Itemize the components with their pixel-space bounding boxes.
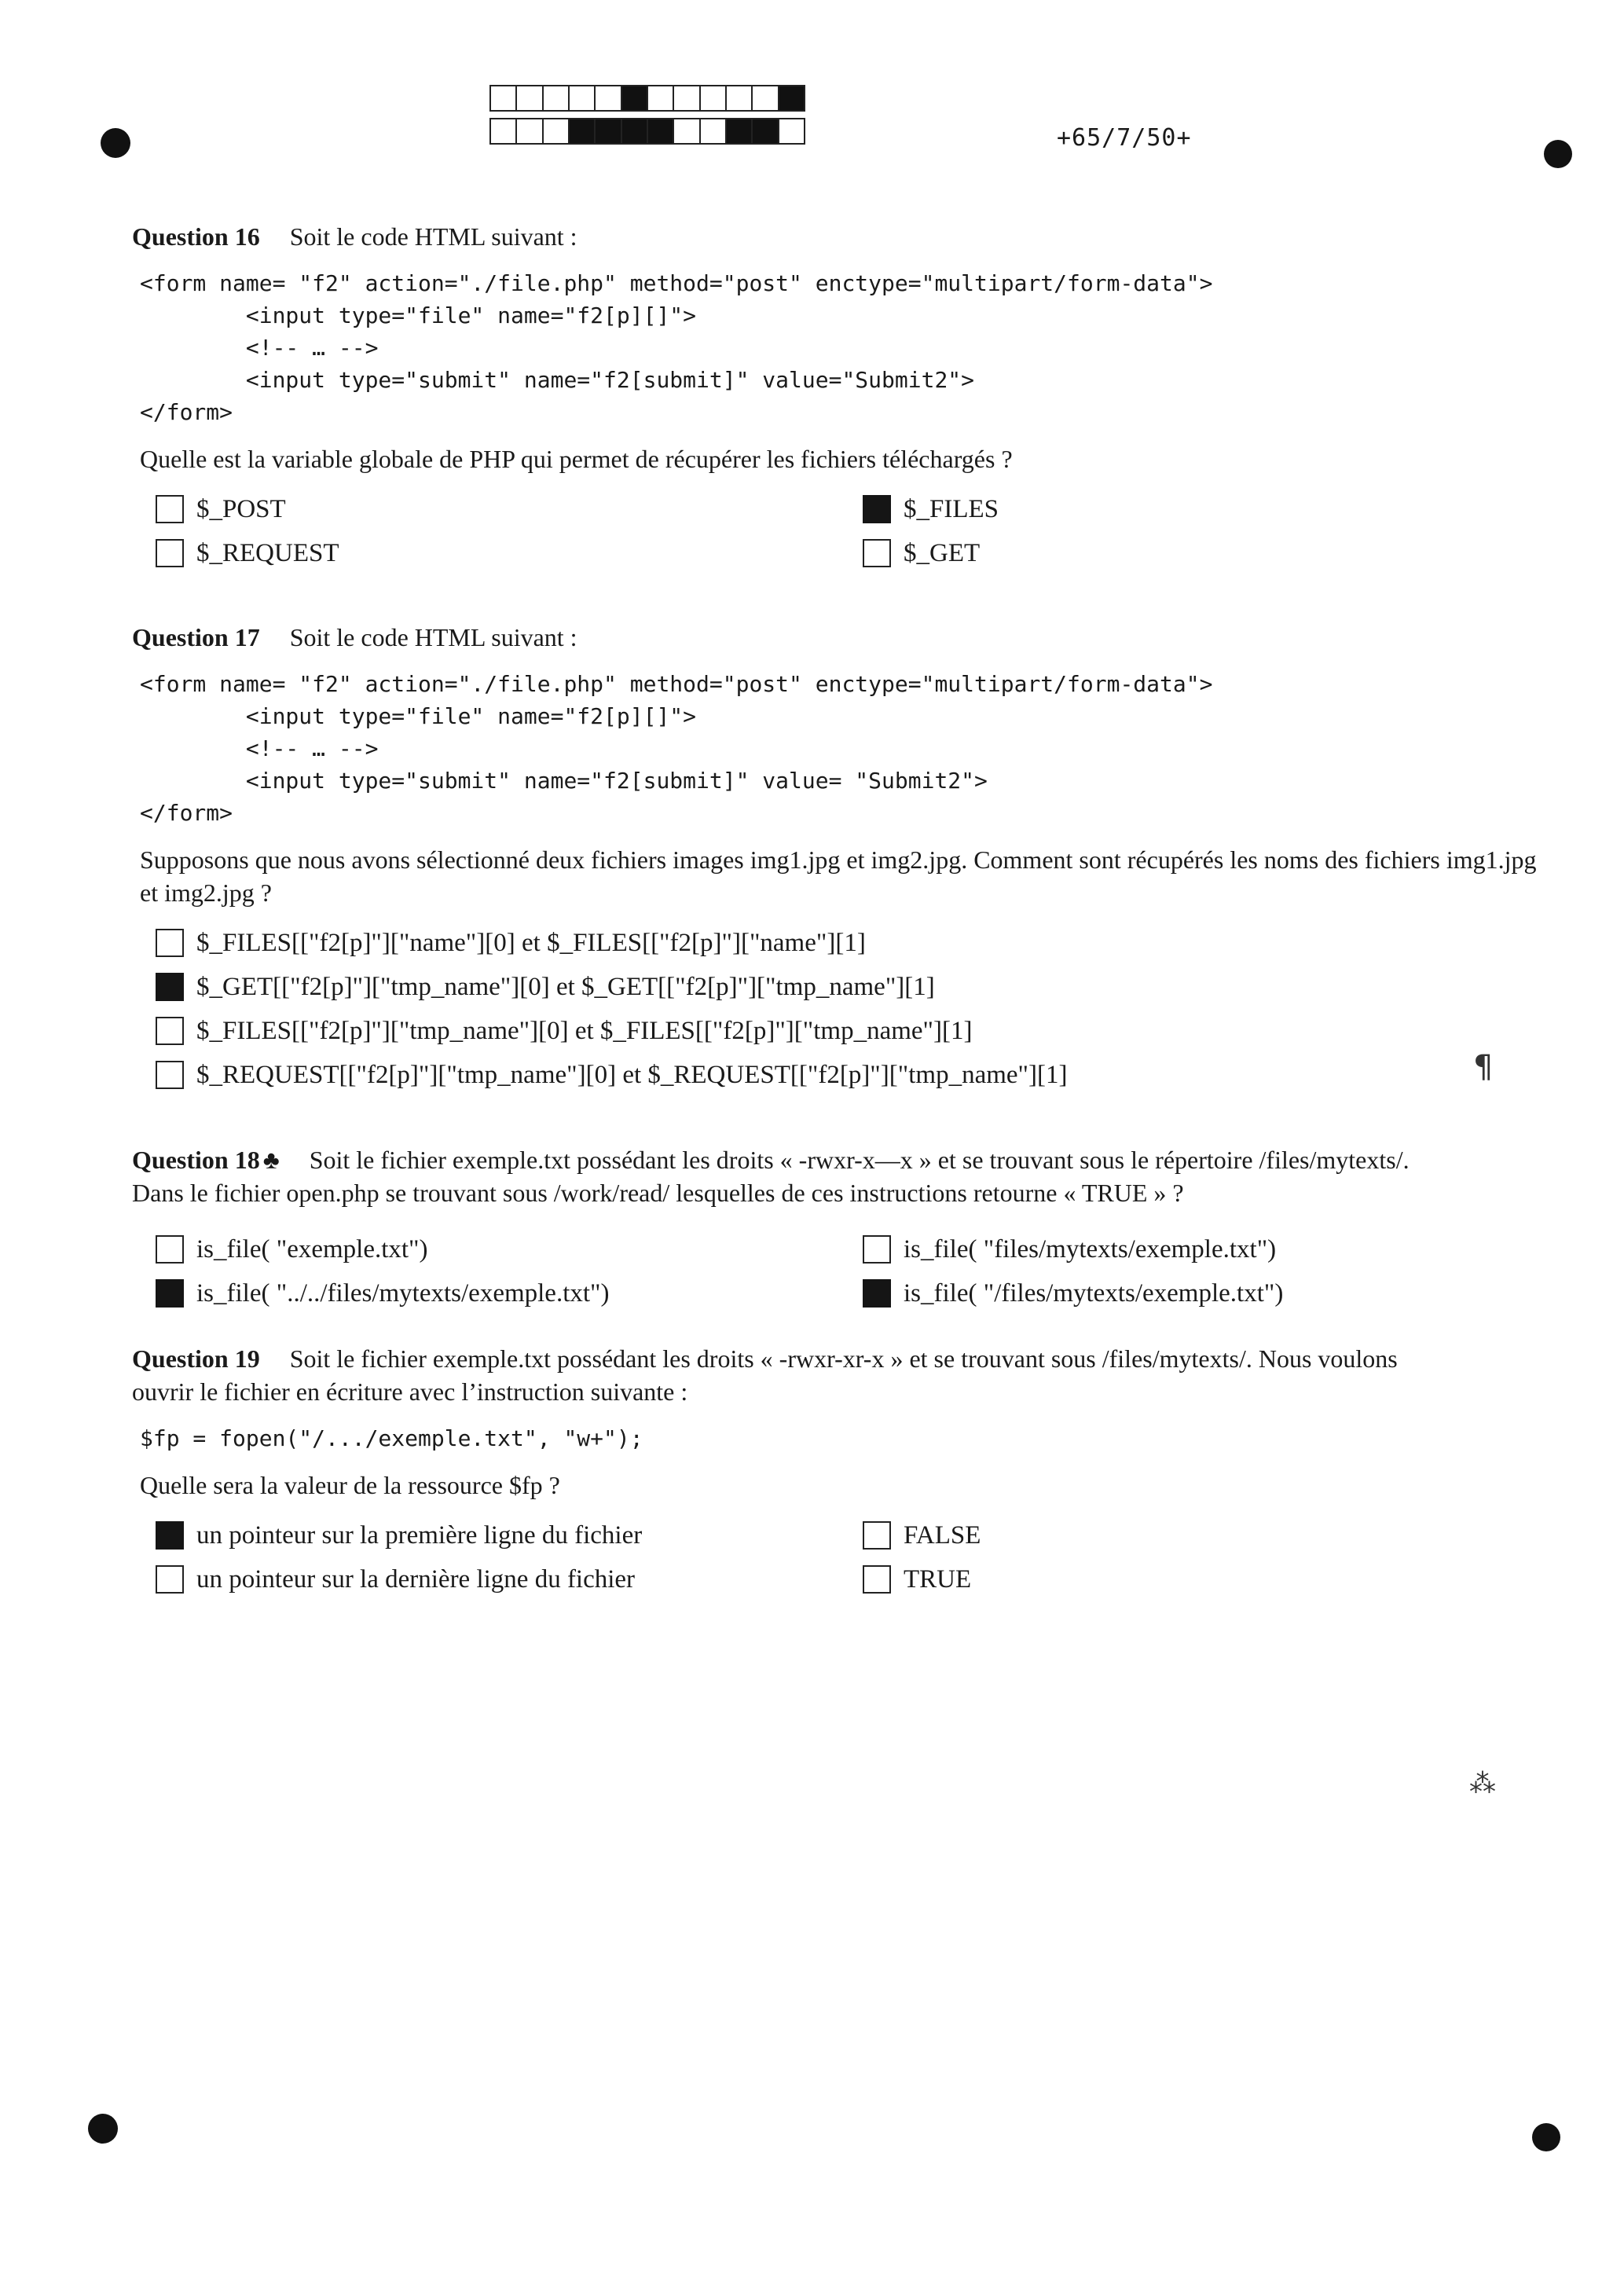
answer-label: $_REQUEST — [196, 539, 339, 567]
question-prompt: Quelle sera la valeur de la ressource $fp ? — [140, 1471, 560, 1499]
answer-label: TRUE — [904, 1565, 972, 1594]
answer-option[interactable] — [156, 537, 863, 570]
answer-option[interactable] — [156, 926, 1570, 959]
answer-checkbox[interactable] — [156, 1279, 184, 1308]
barcode-cell — [621, 118, 648, 145]
answer-label: un pointeur sur la première ligne du fichier — [196, 1521, 643, 1550]
question-18 — [132, 1143, 1546, 1310]
club-icon: ♣ — [262, 1146, 280, 1174]
answer-label: is_file( "/files/mytexts/exemple.txt") — [904, 1279, 1284, 1308]
barcode-cell — [778, 85, 805, 112]
barcode-cell — [515, 118, 543, 145]
question-17 — [132, 621, 1546, 1091]
answer-label: $_GET[["f2[p]"]["tmp_name"][0] et $_GET[["f2[p]"]["tmp_name"][1] — [196, 973, 935, 1001]
answer-checkbox[interactable] — [863, 495, 891, 523]
answer-checkbox[interactable] — [156, 1061, 184, 1089]
answer-option[interactable] — [156, 1058, 1570, 1091]
answer-label: $_REQUEST[["f2[p]"]["tmp_name"][0] et $_REQUEST[["f2[p]"]["tmp_name"][1] — [196, 1061, 1068, 1089]
code-block: $fp = fopen("/.../exemple.txt", "w+"); — [140, 1425, 643, 1451]
barcode-cell — [621, 85, 648, 112]
answer-option[interactable] — [863, 493, 1570, 526]
answer-option[interactable] — [863, 1277, 1570, 1310]
answer-checkbox[interactable] — [156, 1017, 184, 1045]
answer-list — [156, 1519, 1546, 1596]
question-intro: Soit le fichier exemple.txt possédant les droits « -rwxr-x—x » et se trouvant sous le répertoire /files/mytexts/. — [309, 1146, 1410, 1174]
barcode-cell — [647, 85, 674, 112]
answer-list — [156, 493, 1546, 570]
barcode-cell — [673, 85, 700, 112]
answer-option[interactable] — [156, 1519, 863, 1552]
answer-option[interactable] — [156, 970, 1570, 1003]
question-intro: Soit le fichier exemple.txt possédant les droits « -rwxr-xr-x » et se trouvant sous /files/mytexts/. Nous voulons — [289, 1344, 1398, 1373]
answer-option[interactable] — [156, 1563, 863, 1596]
answer-label: $_FILES[["f2[p]"]["name"][0] et $_FILES[["f2[p]"]["name"][1] — [196, 929, 866, 957]
answer-checkbox[interactable] — [156, 929, 184, 957]
question-prompt: Quelle est la variable globale de PHP qui permet de récupérer les fichiers téléchargés ? — [140, 445, 1013, 473]
barcode-cell — [489, 118, 517, 145]
page-barcode — [491, 85, 805, 148]
corner-registration-mark — [1544, 140, 1572, 168]
barcode-row — [491, 85, 805, 112]
answer-option[interactable] — [156, 1233, 863, 1266]
question-prompt: Supposons que nous avons sélectionné deux fichiers images img1.jpg et img2.jpg. Comment sont récupérés les noms des fichiers img1.jpg et img2.jpg ? — [140, 845, 1537, 907]
barcode-cell — [515, 85, 543, 112]
question-number: Question 19 — [132, 1344, 260, 1373]
barcode-cell — [594, 118, 621, 145]
answer-option[interactable] — [156, 1014, 1570, 1047]
barcode-cell — [699, 118, 727, 145]
answer-label: FALSE — [904, 1521, 981, 1550]
barcode-cell — [725, 118, 753, 145]
question-intro-continued: ouvrir le fichier en écriture avec l’instruction suivante : — [132, 1377, 688, 1406]
scan-artifact-mark: ⁂ — [1469, 1768, 1496, 1799]
answer-option[interactable] — [863, 1519, 1570, 1552]
question-16 — [132, 220, 1546, 570]
barcode-cell — [489, 85, 517, 112]
question-intro: Soit le code HTML suivant : — [289, 222, 577, 251]
code-block: <form name= "f2" action="./file.php" method="post" enctype="multipart/form-data"> <input type="file" name="f2[p][]"> <!-- … --> <input type="submit" name="f2[submit]" value="Submit2"> </form> — [140, 270, 1213, 425]
answer-checkbox[interactable] — [156, 973, 184, 1001]
answer-option[interactable] — [156, 1277, 863, 1310]
question-intro: Soit le code HTML suivant : — [289, 623, 577, 651]
question-intro-continued: Dans le fichier open.php se trouvant sous /work/read/ lesquelles de ces instructions retourne « TRUE » ? — [132, 1179, 1184, 1207]
question-number: Question 18 ♣ — [132, 1146, 280, 1174]
answer-option[interactable] — [863, 1233, 1570, 1266]
answer-checkbox[interactable] — [156, 1565, 184, 1594]
answer-checkbox[interactable] — [156, 1235, 184, 1264]
question-number: Question 17 — [132, 623, 260, 651]
answer-checkbox[interactable] — [156, 1521, 184, 1550]
corner-registration-mark — [101, 128, 130, 158]
answer-label: is_file( "../../files/mytexts/exemple.txt") — [196, 1279, 610, 1308]
question-number: Question 16 — [132, 222, 260, 251]
code-block: <form name= "f2" action="./file.php" method="post" enctype="multipart/form-data"> <input type="file" name="f2[p][]"> <!-- … --> <input type="submit" name="f2[submit]" value= "Submit2"> </form> — [140, 671, 1213, 826]
answer-label: is_file( "exemple.txt") — [196, 1235, 428, 1264]
answer-list — [156, 1233, 1546, 1310]
barcode-cell — [647, 118, 674, 145]
answer-checkbox[interactable] — [156, 539, 184, 567]
barcode-cell — [542, 118, 570, 145]
answer-label: $_GET — [904, 539, 981, 567]
barcode-cell — [673, 118, 700, 145]
barcode-cell — [699, 85, 727, 112]
answer-checkbox[interactable] — [863, 1235, 891, 1264]
answer-option[interactable] — [156, 493, 863, 526]
answer-list — [156, 926, 1546, 1091]
answer-checkbox[interactable] — [863, 539, 891, 567]
answer-label: is_file( "files/mytexts/exemple.txt") — [904, 1235, 1277, 1264]
barcode-cell — [751, 85, 779, 112]
barcode-cell — [568, 85, 596, 112]
barcode-cell — [542, 85, 570, 112]
question-19 — [132, 1342, 1546, 1596]
answer-checkbox[interactable] — [863, 1279, 891, 1308]
corner-registration-mark — [88, 2114, 118, 2144]
answer-label: $_POST — [196, 495, 286, 523]
answer-checkbox[interactable] — [156, 495, 184, 523]
answer-option[interactable] — [863, 537, 1570, 570]
barcode-cell — [568, 118, 596, 145]
barcode-cell — [594, 85, 621, 112]
answer-label: un pointeur sur la dernière ligne du fichier — [196, 1565, 636, 1594]
barcode-row — [491, 118, 805, 145]
barcode-cell — [725, 85, 753, 112]
answer-label: $_FILES[["f2[p]"]["tmp_name"][0] et $_FILES[["f2[p]"]["tmp_name"][1] — [196, 1017, 973, 1045]
answer-option[interactable] — [863, 1563, 1570, 1596]
answer-label: $_FILES — [904, 495, 999, 523]
barcode-cell — [778, 118, 805, 145]
answer-checkbox[interactable] — [863, 1521, 891, 1550]
scan-artifact-mark: ¶ — [1473, 1049, 1494, 1085]
barcode-cell — [751, 118, 779, 145]
corner-registration-mark — [1532, 2123, 1560, 2151]
answer-checkbox[interactable] — [863, 1565, 891, 1594]
page-code: +65/7/50+ — [1057, 124, 1192, 152]
